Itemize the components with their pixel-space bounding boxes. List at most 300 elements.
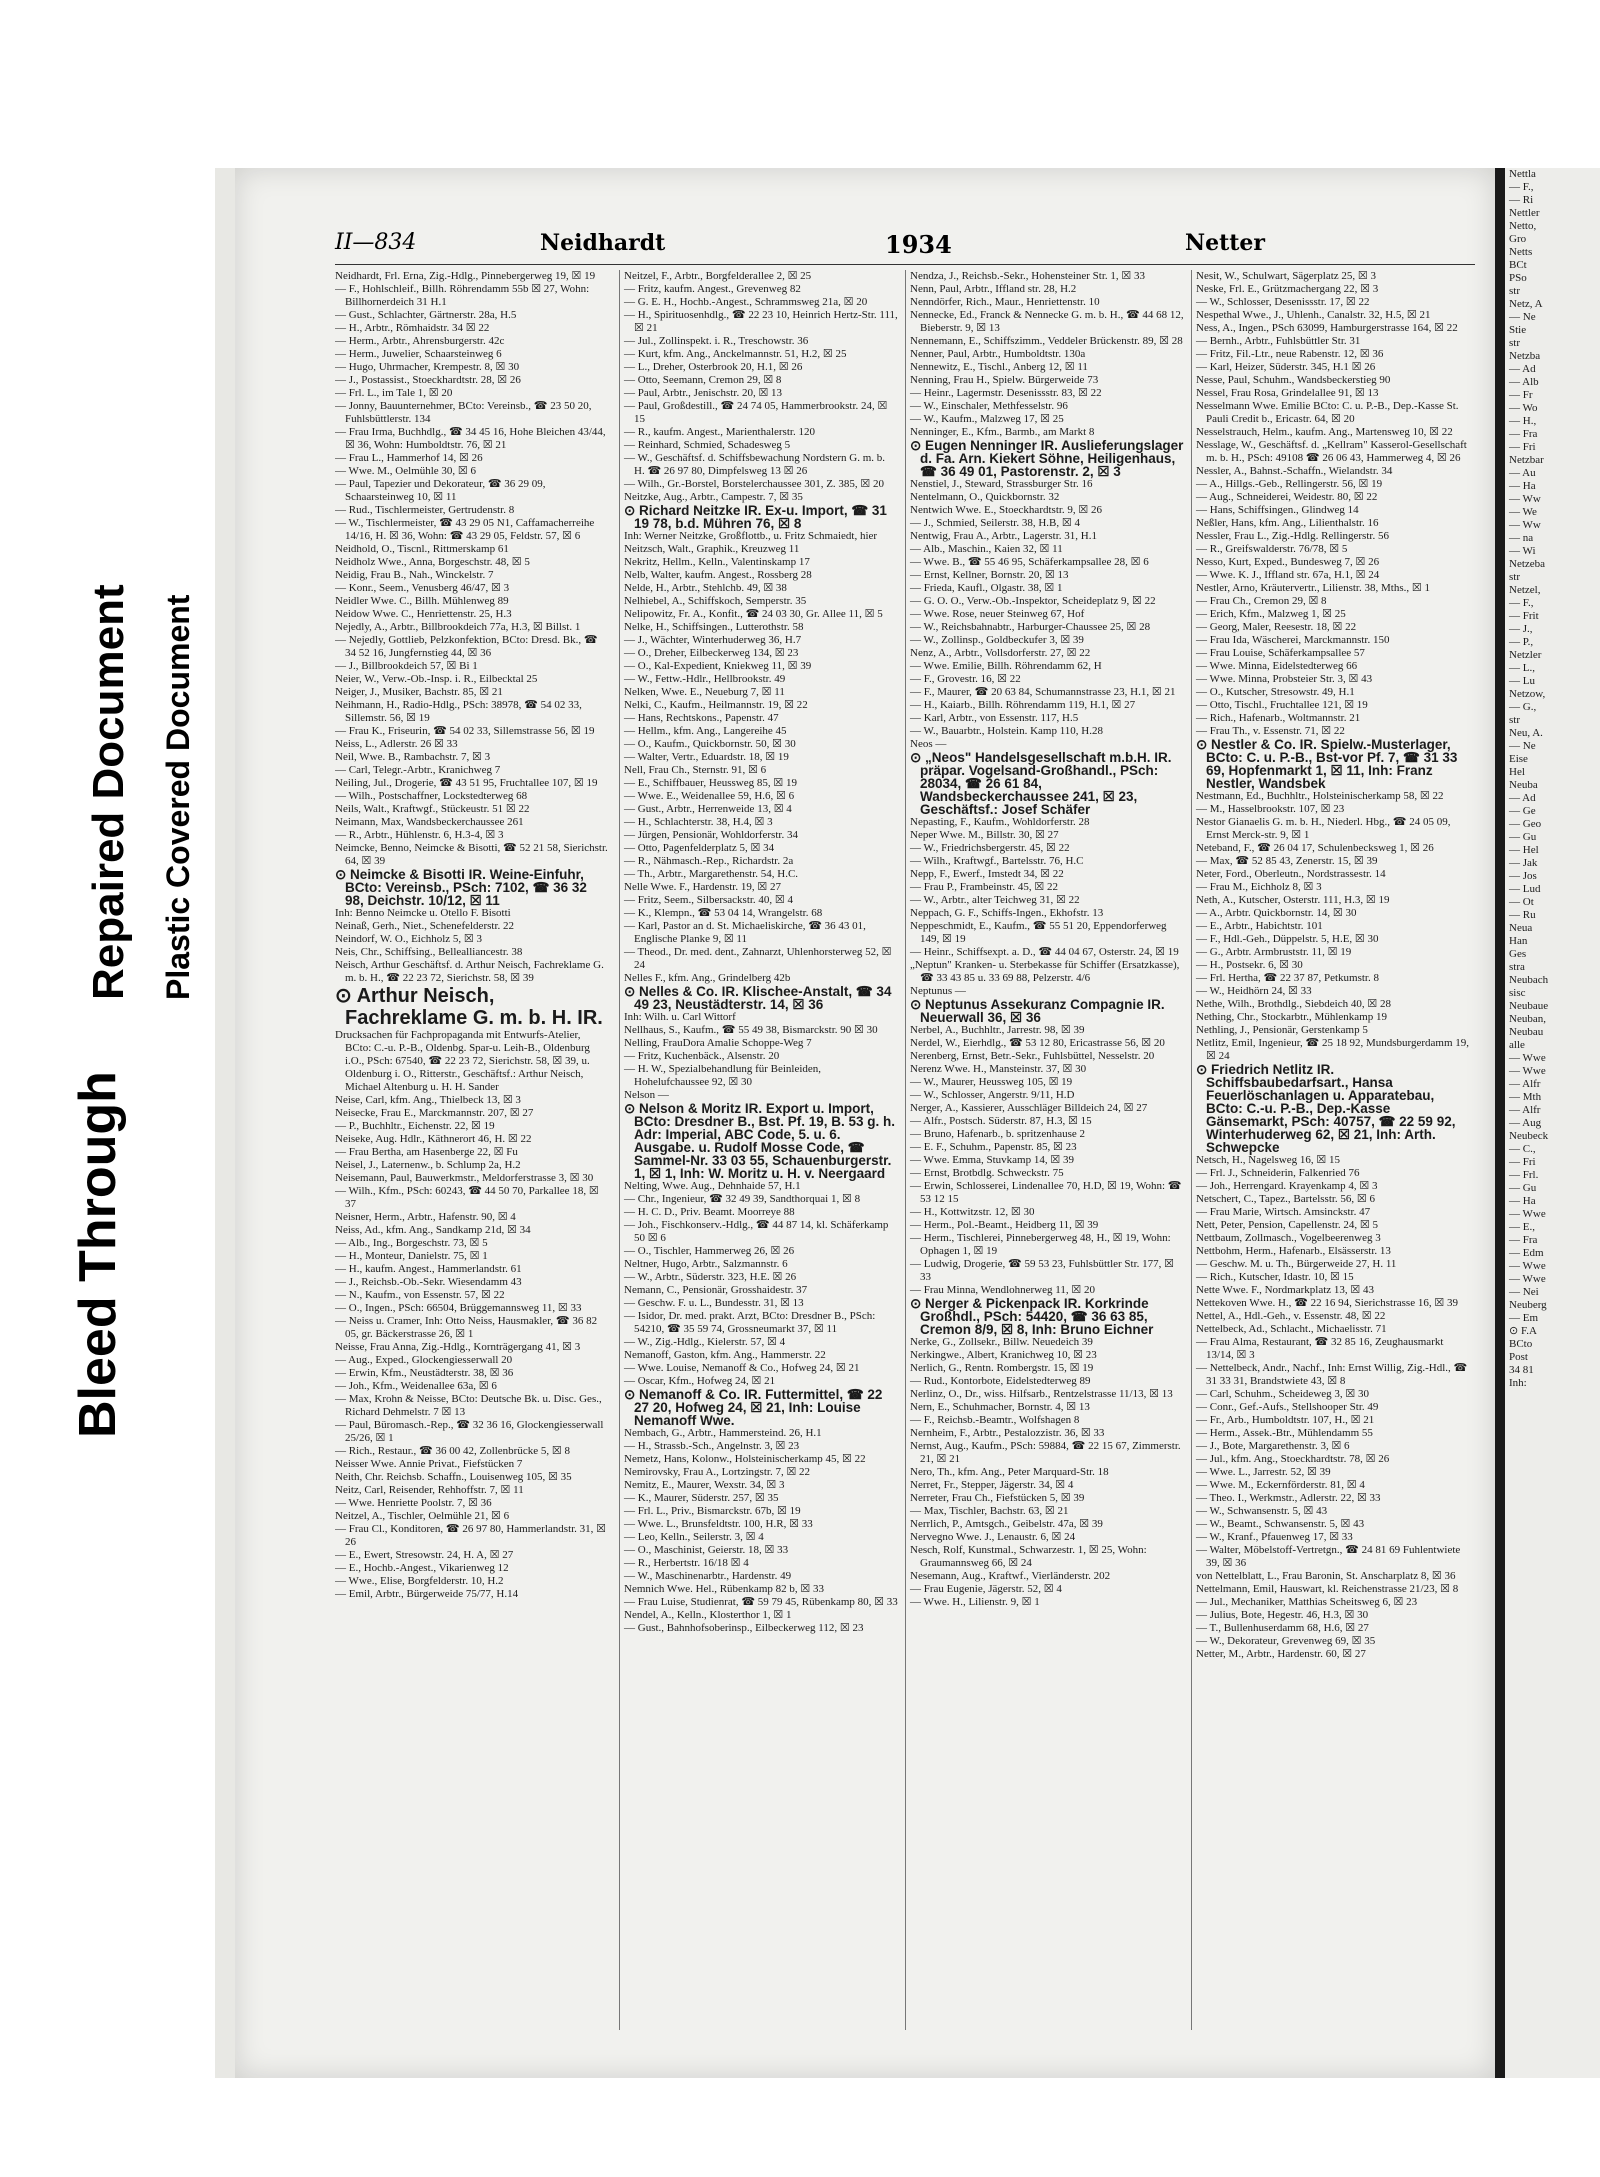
directory-entry: Neitzel, A., Tischler, Oelmühle 21, ☒ 6 bbox=[335, 1510, 510, 1522]
directory-entry: — Herm., Assek.-Btr., Mühlendamm 55 bbox=[1196, 1427, 1373, 1439]
directory-entry: Nelde, H., Arbtr., Stehlchb. 49, ☒ 38 bbox=[624, 582, 787, 594]
directory-entry: Neils, Walt., Kraftwgf., Stückeustr. 51 ☒ 22 bbox=[335, 803, 530, 815]
scanned-spread bbox=[215, 168, 1600, 2078]
facing-page-line: sisc bbox=[1509, 987, 1526, 999]
directory-entry: „Neptun" Kranken- u. Sterbekasse für Schiffer (Ersatzkasse), ☎ 33 43 85 u. 33 69 88, Pelzerstr. 4/6 bbox=[910, 959, 1180, 984]
directory-entry: — Rud., Tischlermeister, Gertrudenstr. 8 bbox=[335, 504, 515, 516]
directory-entry: — Fritz, Kuchenbäck., Alsenstr. 20 bbox=[624, 1050, 780, 1062]
directory-entry: Neppeschmidt, E., Kaufm., ☎ 55 51 20, Eppendorferweg 149, ☒ 19 bbox=[910, 920, 1167, 945]
directory-entry: Neisse, Frau Anna, Zig.-Hdlg., Kornträgergang 41, ☒ 3 bbox=[335, 1341, 581, 1353]
directory-entry: Nesslage, W., Geschäftsf. d. „Kellram" Kasserol-Gesellschaft m. b. H., PSch: 49108 ☎ 26 06 43, Hammerweg 4, ☒ 26 bbox=[1196, 439, 1467, 464]
directory-entry: Netsch, H., Nagelsweg 16, ☒ 15 bbox=[1196, 1154, 1340, 1166]
directory-entry: — O., Ingen., PSch: 66504, Brüggemannsweg 11, ☒ 33 bbox=[335, 1302, 582, 1314]
directory-entry: — Rich., Hafenarb., Woltmannstr. 21 bbox=[1196, 712, 1361, 724]
directory-entry: Nerbel, A., Buchhltr., Jarrestr. 98, ☒ 39 bbox=[910, 1024, 1085, 1036]
directory-entry: — Wwe. Minna, Probsteier Str. 3, ☒ 43 bbox=[1196, 673, 1373, 685]
directory-entry: — L., Dreher, Osterbrook 20, H.1, ☒ 26 bbox=[624, 361, 803, 373]
directory-entry: Neper Wwe. M., Billstr. 30, ☒ 27 bbox=[910, 829, 1059, 841]
facing-page-fragment bbox=[1505, 168, 1600, 2078]
directory-entry: — Wilh., Gr.-Borstel, Borstelerchaussee 301, Z. 385, ☒ 20 bbox=[624, 478, 885, 490]
facing-page-line: Gro bbox=[1509, 233, 1527, 245]
directory-entry: Ness, A., Ingen., PSch 63099, Hamburgerstrasse 164, ☒ 22 bbox=[1196, 322, 1458, 334]
directory-entry: Neth, A., Kutscher, Osterstr. 111, H.3, ☒ 19 bbox=[1196, 894, 1390, 906]
facing-page-line: — Alfr bbox=[1509, 1078, 1541, 1090]
directory-entry: — O., Tischler, Hammerweg 26, ☒ 26 bbox=[624, 1245, 795, 1257]
facing-page-line: — Au bbox=[1509, 467, 1536, 479]
directory-entry: Nemanoff, Gaston, kfm. Ang., Hammerstr. 22 bbox=[624, 1349, 826, 1361]
directory-entry: — O., Kal-Expedient, Kniekweg 11, ☒ 39 bbox=[624, 660, 812, 672]
facing-page-line: Ges bbox=[1509, 948, 1527, 960]
directory-entry: — Wwe. B., ☎ 55 46 95, Schäferkampsallee 28, ☒ 6 bbox=[910, 556, 1149, 568]
directory-entry: — Erwin, Schlosserei, Lindenallee 70, H.D, ☒ 19, Wohn: ☎ 53 12 15 bbox=[910, 1180, 1182, 1205]
directory-entry: — Frl. Hertha, ☎ 22 37 87, Petkumstr. 8 bbox=[1196, 972, 1379, 984]
directory-entry: Nesselstrauch, Helm., kaufm. Ang., Martensweg 10, ☒ 22 bbox=[1196, 426, 1453, 438]
directory-entry: Neisser Wwe. Annie Privat., Fiefstücken 7 bbox=[335, 1458, 523, 1470]
directory-entry: — Bruno, Hafenarb., b. spritzenhause 2 bbox=[910, 1128, 1086, 1140]
directory-entry: — Jonny, Bauunternehmer, BCto: Vereinsb., ☎ 23 50 20, Fuhlsbüttlerstr. 134 bbox=[335, 400, 592, 425]
directory-entry: — H. W., Spezialbehandlung für Beinleiden, Hohelufchaussee 92, ☒ 30 bbox=[624, 1063, 822, 1088]
directory-entry: — G. E. H., Hochb.-Angest., Schrammsweg 21a, ☒ 20 bbox=[624, 296, 868, 308]
directory-entry: — Frau Th., v. Essenstr. 71, ☒ 22 bbox=[1196, 725, 1345, 737]
directory-entry: Neith, Chr. Reichsb. Schaffn., Louisenweg 105, ☒ 35 bbox=[335, 1471, 572, 1483]
directory-entry: — F., Reichsb.-Beamtr., Wolfshagen 8 bbox=[910, 1414, 1080, 1426]
facing-page-line: Stie bbox=[1509, 324, 1527, 336]
facing-page-line: Netzel, bbox=[1509, 584, 1541, 596]
directory-entry: — Nettelbeck, Andr., Nachf., Inh: Ernst Willig, Zig.-Hdl., ☎ 31 33 31, Brandstwiete 43, ☒ 8 bbox=[1196, 1362, 1468, 1387]
directory-entry: Neidig, Frau B., Nah., Winckelstr. 7 bbox=[335, 569, 494, 581]
directory-entry: — Frau K., Friseurin, ☎ 54 02 33, Sillemstrasse 56, ☒ 19 bbox=[335, 725, 595, 737]
directory-entry: — H., Monteur, Danielstr. 75, ☒ 1 bbox=[335, 1250, 488, 1262]
directory-entry: — W., Kranf., Pfauenweg 17, ☒ 33 bbox=[1196, 1531, 1353, 1543]
directory-entry: Nelting, Wwe. Aug., Dehnhaide 57, H.1 bbox=[624, 1180, 801, 1192]
directory-entry: — Hellm., kfm. Ang., Langereihe 45 bbox=[624, 725, 787, 737]
facing-page-line: — Ri bbox=[1509, 194, 1534, 206]
directory-entry: — Jul., Mechaniker, Matthias Scheitsweg 6, ☒ 23 bbox=[1196, 1596, 1418, 1608]
column-2 bbox=[619, 270, 898, 2030]
facing-page-line: Netz, A bbox=[1509, 298, 1543, 310]
directory-entry: Nentelmann, O., Quickbornstr. 32 bbox=[910, 491, 1060, 503]
directory-entry: — Karl, Heizer, Süderstr. 345, H.1 ☒ 26 bbox=[1196, 361, 1376, 373]
facing-page-line: — Ad bbox=[1509, 363, 1536, 375]
directory-entry: — O., Kaufm., Quickbornstr. 50, ☒ 30 bbox=[624, 738, 796, 750]
facing-page-line: — Wwe bbox=[1509, 1260, 1546, 1272]
directory-entry: — Rud., Kontorbote, Eidelstedterweg 89 bbox=[910, 1375, 1091, 1387]
directory-entry: — Paul, Arbtr., Jenischstr. 20, ☒ 13 bbox=[624, 387, 783, 399]
facing-page-line: — Wwe bbox=[1509, 1273, 1546, 1285]
facing-page-line: str bbox=[1509, 714, 1520, 726]
directory-entry: — W., Reichsbahnabtr., Harburger-Chaussee 25, ☒ 28 bbox=[910, 621, 1151, 633]
facing-page-line: — Em bbox=[1509, 1312, 1539, 1324]
directory-entry: Neihmann, H., Radio-Hdlg., PSch: 38978, ☎ 54 02 33, Sillemstr. 56, ☒ 19 bbox=[335, 699, 582, 724]
directory-entry: Neitzsch, Walt., Graphik., Kreuzweg 11 bbox=[624, 543, 800, 555]
directory-entry: — Leo, Kelln., Seilerstr. 3, ☒ 4 bbox=[624, 1531, 764, 1543]
directory-entry: — A., Arbtr. Quickbornstr. 14, ☒ 30 bbox=[1196, 907, 1357, 919]
facing-page-line: — H., bbox=[1509, 415, 1537, 427]
directory-entry: Nennecke, Ed., Franck & Nennecke G. m. b. H., ☎ 44 68 12, Bieberstr. 9, ☒ 13 bbox=[910, 309, 1184, 334]
facing-page-line: — Fra bbox=[1509, 428, 1538, 440]
directory-entry: Neindorf, W. O., Eichholz 5, ☒ 3 bbox=[335, 933, 483, 945]
directory-entry: — Ernst, Brotbdlg. Schweckstr. 75 bbox=[910, 1167, 1064, 1179]
directory-entry: — Kurt, kfm. Ang., Anckelmannstr. 51, H.2, ☒ 25 bbox=[624, 348, 847, 360]
directory-entry: Netter, M., Arbtr., Hardenstr. 60, ☒ 27 bbox=[1196, 1648, 1366, 1660]
directory-page bbox=[235, 168, 1495, 2078]
directory-entry: Neos — bbox=[910, 738, 947, 750]
directory-entry: — Carl, Telegr.-Arbtr., Kranichweg 7 bbox=[335, 764, 501, 776]
directory-entry: Nero, Th., kfm. Ang., Peter Marquard-Str. 18 bbox=[910, 1466, 1109, 1478]
facing-page-line: — Edm bbox=[1509, 1247, 1544, 1259]
facing-page-line: Post bbox=[1509, 1351, 1528, 1363]
directory-entry: Nemirovsky, Frau A., Lortzingstr. 7, ☒ 22 bbox=[624, 1466, 811, 1478]
directory-entry: — E. F., Schuhm., Papenstr. 85, ☒ 23 bbox=[910, 1141, 1077, 1153]
directory-entry: — Th., Arbtr., Margarethenstr. 54, H.C. bbox=[624, 868, 799, 880]
directory-entry: — E., Arbtr., Habichtstr. 101 bbox=[1196, 920, 1323, 932]
directory-entry: — Joh., Fischkonserv.-Hdlg., ☎ 44 87 14, kl. Schäferkamp 50 ☒ 6 bbox=[624, 1219, 889, 1244]
directory-entry: Nendza, J., Reichsb.-Sekr., Hohensteiner Str. 1, ☒ 33 bbox=[910, 270, 1146, 282]
directory-entry: — W., Bauarbtr., Holstein. Kamp 110, H.28 bbox=[910, 725, 1103, 737]
facing-page-line: Netzler bbox=[1509, 649, 1542, 661]
directory-entry: Nenninger, E., Kfm., Barmb., am Markt 8 bbox=[910, 426, 1095, 438]
directory-entry: — P., Buchhltr., Eichenstr. 22, ☒ 19 bbox=[335, 1120, 495, 1132]
directory-entry: — Frau Marie, Wirtsch. Amsinckstr. 47 bbox=[1196, 1206, 1371, 1218]
directory-entry: — Fritz, Fil.-Ltr., neue Rabenstr. 12, ☒ 36 bbox=[1196, 348, 1384, 360]
directory-entry: — H., kaufm. Angest., Hammerlandstr. 61 bbox=[335, 1263, 522, 1275]
facing-page-line: — Wwe bbox=[1509, 1065, 1546, 1077]
directory-entry: — R., Herbertstr. 16/18 ☒ 4 bbox=[624, 1557, 749, 1569]
directory-entry: Neisecke, Frau E., Marckmannstr. 207, ☒ 27 bbox=[335, 1107, 534, 1119]
directory-entry: — Nejedly, Gottlieb, Pelzkonfektion, BCto: Dresd. Bk., ☎ 34 52 16, Jungfernstieg 44, ☒ 36 bbox=[335, 634, 598, 659]
facing-page-line: — Ha bbox=[1509, 1195, 1536, 1207]
directory-entry: — R., Greifswalderstr. 76/78, ☒ 5 bbox=[1196, 543, 1348, 555]
directory-entry: — Wwe. Henriette Poolstr. 7, ☒ 36 bbox=[335, 1497, 492, 1509]
directory-entry: Neitzel, F., Arbtr., Borgfelderallee 2, ☒ 25 bbox=[624, 270, 812, 282]
facing-page-line: — E., bbox=[1509, 1221, 1535, 1233]
directory-entry: — O., Maschinist, Geierstr. 18, ☒ 33 bbox=[624, 1544, 789, 1556]
header-last-entry: Netter bbox=[1185, 230, 1266, 256]
directory-entry: — O., Dreher, Eilbeckerweg 134, ☒ 23 bbox=[624, 647, 799, 659]
directory-entry: — J., Bote, Margarethenstr. 3, ☒ 6 bbox=[1196, 1440, 1350, 1452]
facing-page-line: Netts bbox=[1509, 246, 1533, 258]
directory-entry: — Frau Ch., Cremon 29, ☒ 8 bbox=[1196, 595, 1327, 607]
directory-entry: — W., Dekorateur, Grevenweg 69, ☒ 35 bbox=[1196, 1635, 1376, 1647]
directory-entry: — W., Arbtr., alter Teichweg 31, ☒ 22 bbox=[910, 894, 1080, 906]
directory-entry: ⊙ Nelles & Co. IR. Klischee-Anstalt, ☎ 34 49 23, Neustädterstr. 14, ☒ 36 bbox=[624, 984, 892, 1012]
directory-entry: — Isidor, Dr. med. prakt. Arzt, BCto: Dresdner B., PSch: 54210, ☎ 35 59 74, Grossneumarkt 37, ☒ 11 bbox=[624, 1310, 876, 1335]
plastic-covered-label: Plastic Covered Document bbox=[160, 594, 196, 1000]
directory-entry: — W., Kaufm., Malzweg 17, ☒ 25 bbox=[910, 413, 1064, 425]
directory-entry: — W., Maurer, Heussweg 105, ☒ 19 bbox=[910, 1076, 1073, 1088]
directory-entry: — Wwe. Louise, Nemanoff & Co., Hofweg 24, ☒ 21 bbox=[624, 1362, 860, 1374]
facing-page-line: Netto, bbox=[1509, 220, 1537, 232]
directory-entry: — Theo. I., Werkmstr., Adlerstr. 22, ☒ 33 bbox=[1196, 1492, 1381, 1504]
directory-entry: ⊙ Nestler & Co. IR. Spielw.-Musterlager, BCto: C. u. P.-B., Bst-vor Pf. 7, ☎ 31 33 69, Hopfenmarkt 1, ☒ 11, Inh: Franz Nestler, Wandsbek bbox=[1196, 737, 1458, 791]
directory-entry: — Wwe. Emilie, Billh. Röhrendamm 62, H bbox=[910, 660, 1102, 672]
directory-entry: — Reinhard, Schmied, Schadesweg 5 bbox=[624, 439, 791, 451]
facing-page-line: — F., bbox=[1509, 181, 1534, 193]
facing-page-line: — Jos bbox=[1509, 870, 1537, 882]
directory-entry: Nesit, W., Schulwart, Sägerplatz 25, ☒ 3 bbox=[1196, 270, 1377, 282]
facing-page-line: — Fra bbox=[1509, 1234, 1538, 1246]
directory-entry: Nerreter, Frau Ch., Fiefstücken 5, ☒ 39 bbox=[910, 1492, 1085, 1504]
directory-entry: Nenner, Paul, Arbtr., Humboldtstr. 130a bbox=[910, 348, 1086, 360]
directory-entry: — R., Arbtr., Hühlenstr. 6, H.3-4, ☒ 3 bbox=[335, 829, 504, 841]
directory-entry: — W., Geschäftsf. d. Schiffsbewachung Nordstern G. m. b. H. ☎ 26 97 80, Dimpfelsweg 13 ☒ 26 bbox=[624, 452, 886, 477]
facing-page-line: str bbox=[1509, 337, 1520, 349]
facing-page-line: — Ww bbox=[1509, 493, 1541, 505]
directory-entry: Neis, Chr., Schiffsing., Bellealliancestr. 38 bbox=[335, 946, 523, 958]
directory-entry: — Georg, Maler, Reesestr. 18, ☒ 22 bbox=[1196, 621, 1357, 633]
facing-page-line: Netzba bbox=[1509, 350, 1541, 362]
facing-page-line: — Aug bbox=[1509, 1117, 1542, 1129]
directory-entry: — T., Bullenhuserdamm 68, H.6, ☒ 27 bbox=[1196, 1622, 1369, 1634]
directory-entry: Nessler, Frau L., Zig.-Hdlg. Rellingerstr. 56 bbox=[1196, 530, 1389, 542]
directory-entry: — Ludwig, Drogerie, ☎ 59 53 23, Fuhlsbüttler Str. 177, ☒ 33 bbox=[910, 1258, 1175, 1283]
directory-entry: Nemitz, E., Maurer, Wexstr. 34, ☒ 3 bbox=[624, 1479, 785, 1491]
directory-entry: Nenning, Frau H., Spielw. Bürgerweide 73 bbox=[910, 374, 1099, 386]
facing-page-line: — Ne bbox=[1509, 311, 1536, 323]
directory-entry: Inh: Benno Neimcke u. Otello F. Bisotti bbox=[335, 907, 511, 919]
repaired-document-label: Repaired Document bbox=[84, 584, 133, 1000]
directory-entry: — K., Maurer, Süderstr. 257, ☒ 35 bbox=[624, 1492, 779, 1504]
facing-page-line: Neua bbox=[1509, 922, 1533, 934]
directory-entry: — Aug., Exped., Glockengiesserwall 20 bbox=[335, 1354, 513, 1366]
directory-entry: — N., Kaufm., von Essenstr. 57, ☒ 22 bbox=[335, 1289, 505, 1301]
directory-entry: — M., Hasselbrookstr. 107, ☒ 23 bbox=[1196, 803, 1345, 815]
directory-entry: Nern, E., Schuhmacher, Bornstr. 4, ☒ 13 bbox=[910, 1401, 1090, 1413]
directory-entry: — Jul., Zollinspekt. i. R., Treschowstr. 36 bbox=[624, 335, 809, 347]
facing-page-line: Neubaue bbox=[1509, 1000, 1549, 1012]
directory-entry: Nettelbeck, Ad., Schlacht., Michaelisstr. 71 bbox=[1196, 1323, 1387, 1335]
directory-entry: Netschert, C., Tapez., Bartelsstr. 56, ☒ 6 bbox=[1196, 1193, 1376, 1205]
directory-entry: Neiling, Jul., Drogerie, ☎ 43 51 95, Fruchtallee 107, ☒ 19 bbox=[335, 777, 598, 789]
directory-entry: Nessler, A., Bahnst.-Schaffn., Wielandstr. 34 bbox=[1196, 465, 1393, 477]
directory-entry: — Theod., Dr. med. dent., Zahnarzt, Uhlenhorsterweg 52, ☒ 24 bbox=[624, 946, 892, 971]
directory-entry: — Fr., Arb., Humboldtstr. 107, H., ☒ 21 bbox=[1196, 1414, 1375, 1426]
directory-entry: — H., Kaiarb., Billh. Röhrendamm 119, H.1, ☒ 27 bbox=[910, 699, 1136, 711]
directory-entry: — W., Beamt., Schwansenstr. 5, ☒ 43 bbox=[1196, 1518, 1365, 1530]
directory-entry: Nelb, Walter, kaufm. Angest., Rossberg 28 bbox=[624, 569, 812, 581]
directory-entry: Nerkingwe., Albert, Kranichweg 10, ☒ 23 bbox=[910, 1349, 1097, 1361]
directory-entry: — E., Hochb.-Angest., Vikarienweg 12 bbox=[335, 1562, 509, 1574]
directory-entry: Neiss, Ad., kfm. Ang., Sandkamp 21d, ☒ 34 bbox=[335, 1224, 531, 1236]
directory-entry: — Wwe. Emma, Stuvkamp 14, ☒ 39 bbox=[910, 1154, 1074, 1166]
directory-entry: Nething, Chr., Stockarbtr., Mühlenkamp 19 bbox=[1196, 1011, 1387, 1023]
directory-entry: — Fritz, kaufm. Angest., Grevenweg 82 bbox=[624, 283, 801, 295]
directory-entry: Nettekoven Wwe. H., ☎ 22 16 94, Sierichstrasse 16, ☒ 39 bbox=[1196, 1297, 1458, 1309]
facing-page-line: — Mth bbox=[1509, 1091, 1542, 1103]
directory-entry: — Frieda, Kaufl., Olgastr. 38, ☒ 1 bbox=[910, 582, 1063, 594]
directory-entry: Nepp, F., Ewerf., Imstedt 34, ☒ 22 bbox=[910, 868, 1064, 880]
directory-entry: — H., Strassb.-Sch., Angelnstr. 3, ☒ 23 bbox=[624, 1440, 800, 1452]
directory-entry: — Frau Alma, Restaurant, ☎ 32 85 16, Zeughausmarkt 13/14, ☒ 3 bbox=[1196, 1336, 1444, 1361]
directory-entry: — Herm., Tischlerei, Pinnebergerweg 48, H., ☒ 19, Wohn: Ophagen 1, ☒ 19 bbox=[910, 1232, 1171, 1257]
directory-entry: — Alb., Ing., Borgeschstr. 73, ☒ 5 bbox=[335, 1237, 488, 1249]
directory-entry: Nerdel, W., Eierhdlg., ☎ 53 12 80, Ericastrasse 56, ☒ 20 bbox=[910, 1037, 1165, 1049]
directory-entry: Nellhaus, S., Kaufm., ☎ 55 49 38, Bismarckstr. 90 ☒ 30 bbox=[624, 1024, 878, 1036]
facing-page-line: alle bbox=[1509, 1039, 1525, 1051]
facing-page-line: 34 81 bbox=[1509, 1364, 1534, 1376]
directory-entry: ⊙ Arthur Neisch, Fachreklame G. m. b. H. IR. bbox=[335, 985, 603, 1029]
directory-entry: — Wwe. Rose, neuer Steinweg 67, Hof bbox=[910, 608, 1085, 620]
directory-entry: — Alb., Maschin., Kaien 32, ☒ 11 bbox=[910, 543, 1063, 555]
facing-page-line: Neubau bbox=[1509, 1026, 1544, 1038]
directory-entry: ⊙ Richard Neitzke IR. Ex-u. Import, ☎ 31 19 78, b.d. Mühren 76, ☒ 8 bbox=[624, 503, 887, 531]
facing-page-line: — Jak bbox=[1509, 857, 1538, 869]
directory-entry: — Otto, Tischl., Fruchtallee 121, ☒ 19 bbox=[1196, 699, 1368, 711]
directory-entry: Nelipowitz, Fr. A., Konfit., ☎ 24 03 30, Gr. Allee 11, ☒ 5 bbox=[624, 608, 883, 620]
directory-entry: Nell, Frau Ch., Sternstr. 91, ☒ 6 bbox=[624, 764, 767, 776]
directory-entry: Neske, Frl. E., Grützmachergang 22, ☒ 3 bbox=[1196, 283, 1379, 295]
header-year: 1934 bbox=[885, 230, 952, 259]
directory-entry: — Frl. L., Priv., Bismarckstr. 67b, ☒ 19 bbox=[624, 1505, 801, 1517]
directory-entry: — E., Schiffbauer, Heussweg 85, ☒ 19 bbox=[624, 777, 797, 789]
directory-entry: — K., Klempn., ☎ 53 04 14, Wrangelstr. 68 bbox=[624, 907, 823, 919]
facing-page-line: Neuberg bbox=[1509, 1299, 1547, 1311]
directory-entry: — Wwe. E., Weidenallee 59, H.6, ☒ 6 bbox=[624, 790, 795, 802]
directory-entry: Nerke, G., Zollsekr., Billw. Neuedeich 39 bbox=[910, 1336, 1093, 1348]
directory-entry: Neltner, Hugo, Arbtr., Salzmannstr. 6 bbox=[624, 1258, 788, 1270]
directory-entry: — Chr., Ingenieur, ☎ 32 49 39, Sandthorquai 1, ☒ 8 bbox=[624, 1193, 861, 1205]
directory-entry: — Wwe. Minna, Eidelstedterweg 66 bbox=[1196, 660, 1358, 672]
directory-entry: — Joh., Herrengard. Krayenkamp 4, ☒ 3 bbox=[1196, 1180, 1378, 1192]
facing-page-line: Hel bbox=[1509, 766, 1525, 778]
directory-entry: — F., Maurer, ☎ 20 63 84, Schumannstrasse 23, H.1, ☒ 21 bbox=[910, 686, 1176, 698]
facing-page-line: BCt bbox=[1509, 259, 1527, 271]
directory-entry: — H. C. D., Priv. Beamt. Moorreye 88 bbox=[624, 1206, 795, 1218]
directory-entry: — W., Einschaler, Methfesselstr. 96 bbox=[910, 400, 1068, 412]
facing-page-line: str bbox=[1509, 571, 1520, 583]
directory-entry: ⊙ Friedrich Netlitz IR. Schiffsbaubedarfsart., Hansa Feuerlöschanlagen u. Apparatebau, BCto: C.-u. P.-B., Dep.-Kasse Gänsemarkt, PSch: 40757, ☎ 22 59 92, Winterhuderweg 62, ☒ 21, Inh: Arth. Schwepcke bbox=[1196, 1062, 1456, 1155]
directory-entry: Nestor Gianaelis G. m. b. H., Niederl. Hbg., ☎ 24 05 09, Ernst Merck-str. 9, ☒ 1 bbox=[1196, 816, 1451, 841]
directory-entry: ⊙ Nelson & Moritz IR. Export u. Import, BCto: Dresdner B., Bst. Pf. 19, B. 53 g. h. Adr: Imperial, ABC Code, 5. u. 6. Ausgabe. u. Rudolf Mosse Code, ☎ Sammel-Nr. 33 03 55, Schauenburgerstr. 1, ☒ 1, Inh: W. Moritz u. H. v. Neergaard bbox=[624, 1101, 896, 1181]
directory-entry: — Gust., Schlachter, Gärtnerstr. 28a, H.5 bbox=[335, 309, 517, 321]
directory-entry: ⊙ Eugen Nenninger IR. Auslieferungslager d. Fa. Arn. Kiekert Söhne, Heiligenhaus, ☎ 36 49 01, Pastorenstr. 2, ☒ 3 bbox=[910, 438, 1184, 479]
directory-entry: ⊙ Nemanoff & Co. IR. Futtermittel, ☎ 22 27 20, Hofweg 24, ☒ 21, Inh: Louise Nemanoff Wwe. bbox=[624, 1387, 883, 1428]
directory-entry: — W., Maschinenarbtr., Hardenstr. 49 bbox=[624, 1570, 792, 1582]
facing-page-line: — na bbox=[1509, 532, 1534, 544]
directory-entry: Neitz, Carl, Reisender, Rehhoffstr. 7, ☒ 11 bbox=[335, 1484, 524, 1496]
directory-entry: — W., Friedrichsbergerstr. 45, ☒ 22 bbox=[910, 842, 1070, 854]
directory-entry: — A., Hillgs.-Geb., Rellingerstr. 56, ☒ 19 bbox=[1196, 478, 1383, 490]
directory-entry: — Otto, Seemann, Cremon 29, ☒ 8 bbox=[624, 374, 782, 386]
directory-entry: — Gust., Arbtr., Herrenweide 13, ☒ 4 bbox=[624, 803, 792, 815]
facing-page-line: — Hel bbox=[1509, 844, 1539, 856]
facing-page-line: Neubeck bbox=[1509, 1130, 1549, 1142]
directory-entry: — Wwe. L., Brunsfeldtstr. 100, H.R, ☒ 33 bbox=[624, 1518, 813, 1530]
directory-entry: Nesemann, Aug., Kraftwf., Vierländerstr. 202 bbox=[910, 1570, 1111, 1582]
facing-page-line: — Frit bbox=[1509, 610, 1539, 622]
directory-entry: — Geschw. M. u. Th., Bürgerweide 27, H. 11 bbox=[1196, 1258, 1397, 1270]
facing-page-line: — Fri bbox=[1509, 1156, 1536, 1168]
facing-page-line: — Ru bbox=[1509, 909, 1536, 921]
directory-entry: Nerlinz, O., Dr., wiss. Hilfsarb., Rentzelstrasse 11/13, ☒ 13 bbox=[910, 1388, 1173, 1400]
directory-entry: ⊙ Neimcke & Bisotti IR. Weine-Einfuhr, BCto: Vereinsb., PSch: 7102, ☎ 36 32 98, Deichstr. 10/12, ☒ 11 bbox=[335, 867, 587, 908]
directory-entry: — J., Reichsb.-Ob.-Sekr. Wiesendamm 43 bbox=[335, 1276, 522, 1288]
directory-entry: — Max, ☎ 52 85 43, Zenerstr. 15, ☒ 39 bbox=[1196, 855, 1378, 867]
directory-entry: — Erwin, Kfm., Neustädterstr. 38, ☒ 36 bbox=[335, 1367, 514, 1379]
directory-entry: Neidler Wwe. C., Billh. Mühlenweg 89 bbox=[335, 595, 509, 607]
directory-entry: — Frau Minna, Wendlohnerweg 11, ☒ 20 bbox=[910, 1284, 1095, 1296]
directory-entry: Nelke, H., Schiffsingen., Lutterothstr. 58 bbox=[624, 621, 804, 633]
directory-entry: — Alfr., Postsch. Süderstr. 87, H.3, ☒ 15 bbox=[910, 1115, 1092, 1127]
directory-entry: — Hugo, Uhrmacher, Krempestr. 8, ☒ 30 bbox=[335, 361, 520, 373]
facing-page-line: — Gu bbox=[1509, 831, 1537, 843]
directory-entry: Nelken, Wwe. E., Neueburg 7, ☒ 11 bbox=[624, 686, 785, 698]
facing-page-line: Eise bbox=[1509, 753, 1528, 765]
directory-entry: Neptunus — bbox=[910, 985, 966, 997]
directory-entry: — Konr., Seem., Venusberg 46/47, ☒ 3 bbox=[335, 582, 510, 594]
directory-entry: Nettbaum, Zollmasch., Vogelbeerenweg 3 bbox=[1196, 1232, 1381, 1244]
facing-page-line: — Wo bbox=[1509, 402, 1538, 414]
directory-entry: Nerger, A., Kassierer, Ausschläger Billdeich 24, ☒ 27 bbox=[910, 1102, 1148, 1114]
directory-entry: — J., Billbrookdeich 57, ☒ Bi 1 bbox=[335, 660, 478, 672]
directory-entry: Neimcke, Benno, Neimcke & Bisotti, ☎ 52 21 58, Sierichstr. 64, ☒ 39 bbox=[335, 842, 608, 867]
directory-entry: — Herm., Arbtr., Ahrensburgerstr. 42c bbox=[335, 335, 505, 347]
directory-entry: — Frau Bertha, am Hasenberge 22, ☒ Fu bbox=[335, 1146, 518, 1158]
directory-entry: — Heinr., Schiffsexpt. a. D., ☎ 44 04 67, Osterstr. 24, ☒ 19 bbox=[910, 946, 1179, 958]
directory-entry: — Heinr., Lagermstr. Desenissstr. 83, ☒ 22 bbox=[910, 387, 1102, 399]
directory-entry: — F., Hdl.-Geh., Düppelstr. 5, H.E, ☒ 30 bbox=[1196, 933, 1379, 945]
directory-entry: ⊙ „Neos" Handelsgesellschaft m.b.H. IR. präpar. Vogelsand-Großhandl., PSch: 28034, ☎ 26 61 84, Wandsbeckerchaussee 241, ☒ 23, Geschäftsf.: Josef Schäfer bbox=[910, 750, 1172, 817]
directory-entry: Netlitz, Emil, Ingenieur, ☎ 25 18 92, Mundsburgerdamm 19, ☒ 24 bbox=[1196, 1037, 1470, 1062]
directory-entry: — Frau P., Frambeinstr. 45, ☒ 22 bbox=[910, 881, 1058, 893]
directory-entry: Neier, W., Verw.-Ob.-Insp. i. R., Eilbecktal 25 bbox=[335, 673, 538, 685]
facing-page-line: Nettla bbox=[1509, 168, 1536, 180]
directory-entry: — J., Postassist., Stoeckhardtstr. 28, ☒ 26 bbox=[335, 374, 521, 386]
directory-entry: — Otto, Pagenfelderplatz 5, ☒ 34 bbox=[624, 842, 775, 854]
facing-page-line: PSo bbox=[1509, 272, 1527, 284]
directory-entry: — Jürgen, Pensionär, Wohldorferstr. 34 bbox=[624, 829, 798, 841]
directory-entry: — Julius, Bote, Hegestr. 46, H.3, ☒ 30 bbox=[1196, 1609, 1369, 1621]
directory-entry: — Neiss u. Cramer, Inh: Otto Neiss, Hausmakler, ☎ 36 82 05, gr. Bäckerstrasse 26, ☒ 1 bbox=[335, 1315, 598, 1340]
facing-page-line: — G., bbox=[1509, 701, 1537, 713]
directory-entry: — H., Spirituosenhdlg., ☎ 22 23 10, Heinrich Hertz-Str. 111, ☒ 21 bbox=[624, 309, 898, 334]
directory-entry: — Wilh., Kraftwgf., Bartelsstr. 76, H.C bbox=[910, 855, 1084, 867]
directory-entry: Nette Wwe. F., Nordmarkplatz 13, ☒ 43 bbox=[1196, 1284, 1375, 1296]
facing-page-line: — Ha bbox=[1509, 480, 1536, 492]
directory-entry: — W., Heidhörn 24, ☒ 33 bbox=[1196, 985, 1312, 997]
directory-entry: Nelle Wwe. F., Hardenstr. 19, ☒ 27 bbox=[624, 881, 781, 893]
directory-entry: Nemetz, Hans, Kolonw., Holsteinischerkamp 45, ☒ 22 bbox=[624, 1453, 866, 1465]
directory-entry: Neisner, Herm., Arbtr., Hafenstr. 90, ☒ 4 bbox=[335, 1211, 516, 1223]
directory-entry: — Frau Irma, Buchhdlg., ☎ 34 45 16, Hohe Bleichen 43/44, ☒ 36, Wohn: Humboldtstr. 76, ☒ 21 bbox=[335, 426, 606, 451]
directory-entry: Nemann, C., Pensionär, Grosshaidestr. 37 bbox=[624, 1284, 808, 1296]
directory-entry: Neinaß, Gerh., Niet., Schenefelderstr. 22 bbox=[335, 920, 514, 932]
directory-entry: — Karl, Arbtr., von Essenstr. 117, H.5 bbox=[910, 712, 1079, 724]
directory-entry: — Frau M., Eichholz 8, ☒ 3 bbox=[1196, 881, 1322, 893]
directory-entry: Nerlich, G., Rentn. Rombergstr. 15, ☒ 19 bbox=[910, 1362, 1094, 1374]
directory-entry: Nessel, Frau Rosa, Grindelallee 91, ☒ 13 bbox=[1196, 387, 1379, 399]
directory-entry: — J., Wächter, Winterhuderweg 36, H.7 bbox=[624, 634, 802, 646]
directory-entry: Nestmann, Ed., Buchhltr., Holsteinischerkamp 58, ☒ 22 bbox=[1196, 790, 1444, 802]
facing-page-line: — Lud bbox=[1509, 883, 1541, 895]
facing-page-line: Inh: bbox=[1509, 1377, 1527, 1389]
directory-entry: — Frl. J., Schneiderin, Falkenried 76 bbox=[1196, 1167, 1360, 1179]
directory-entry: Nestler, Arno, Kräutervertr., Lilienstr. 38, Mths., ☒ 1 bbox=[1196, 582, 1430, 594]
facing-page-line: — C., bbox=[1509, 1143, 1536, 1155]
directory-entry: Nethe, Wilh., Brothdlg., Siebdeich 40, ☒ 28 bbox=[1196, 998, 1391, 1010]
directory-entry: — O., Kutscher, Stresowstr. 49, H.1 bbox=[1196, 686, 1355, 698]
directory-entry: — Rich., Kutscher, Idastr. 10, ☒ 15 bbox=[1196, 1271, 1354, 1283]
directory-entry: ⊙ Neptunus Assekuranz Compagnie IR. Neuerwall 36, ☒ 36 bbox=[910, 997, 1165, 1025]
directory-entry: — F., Hohlschleif., Billh. Röhrendamm 55b ☒ 27, Wohn: Billhornerdeich 31 H.1 bbox=[335, 283, 590, 308]
directory-entry: — Wwe., Elise, Borgfelderstr. 10, H.2 bbox=[335, 1575, 504, 1587]
directory-entry: Nethling, J., Pensionär, Gerstenkamp 5 bbox=[1196, 1024, 1368, 1036]
facing-page-line: — Gu bbox=[1509, 1182, 1537, 1194]
directory-entry: Nennewitz, E., Tischl., Anberg 12, ☒ 11 bbox=[910, 361, 1088, 373]
facing-page-line: — Wwe bbox=[1509, 1052, 1546, 1064]
directory-entry: Nettbohm, Herm., Hafenarb., Elsässerstr. 13 bbox=[1196, 1245, 1391, 1257]
directory-entry: Nepasting, F., Kaufm., Wohldorferstr. 28 bbox=[910, 816, 1090, 828]
